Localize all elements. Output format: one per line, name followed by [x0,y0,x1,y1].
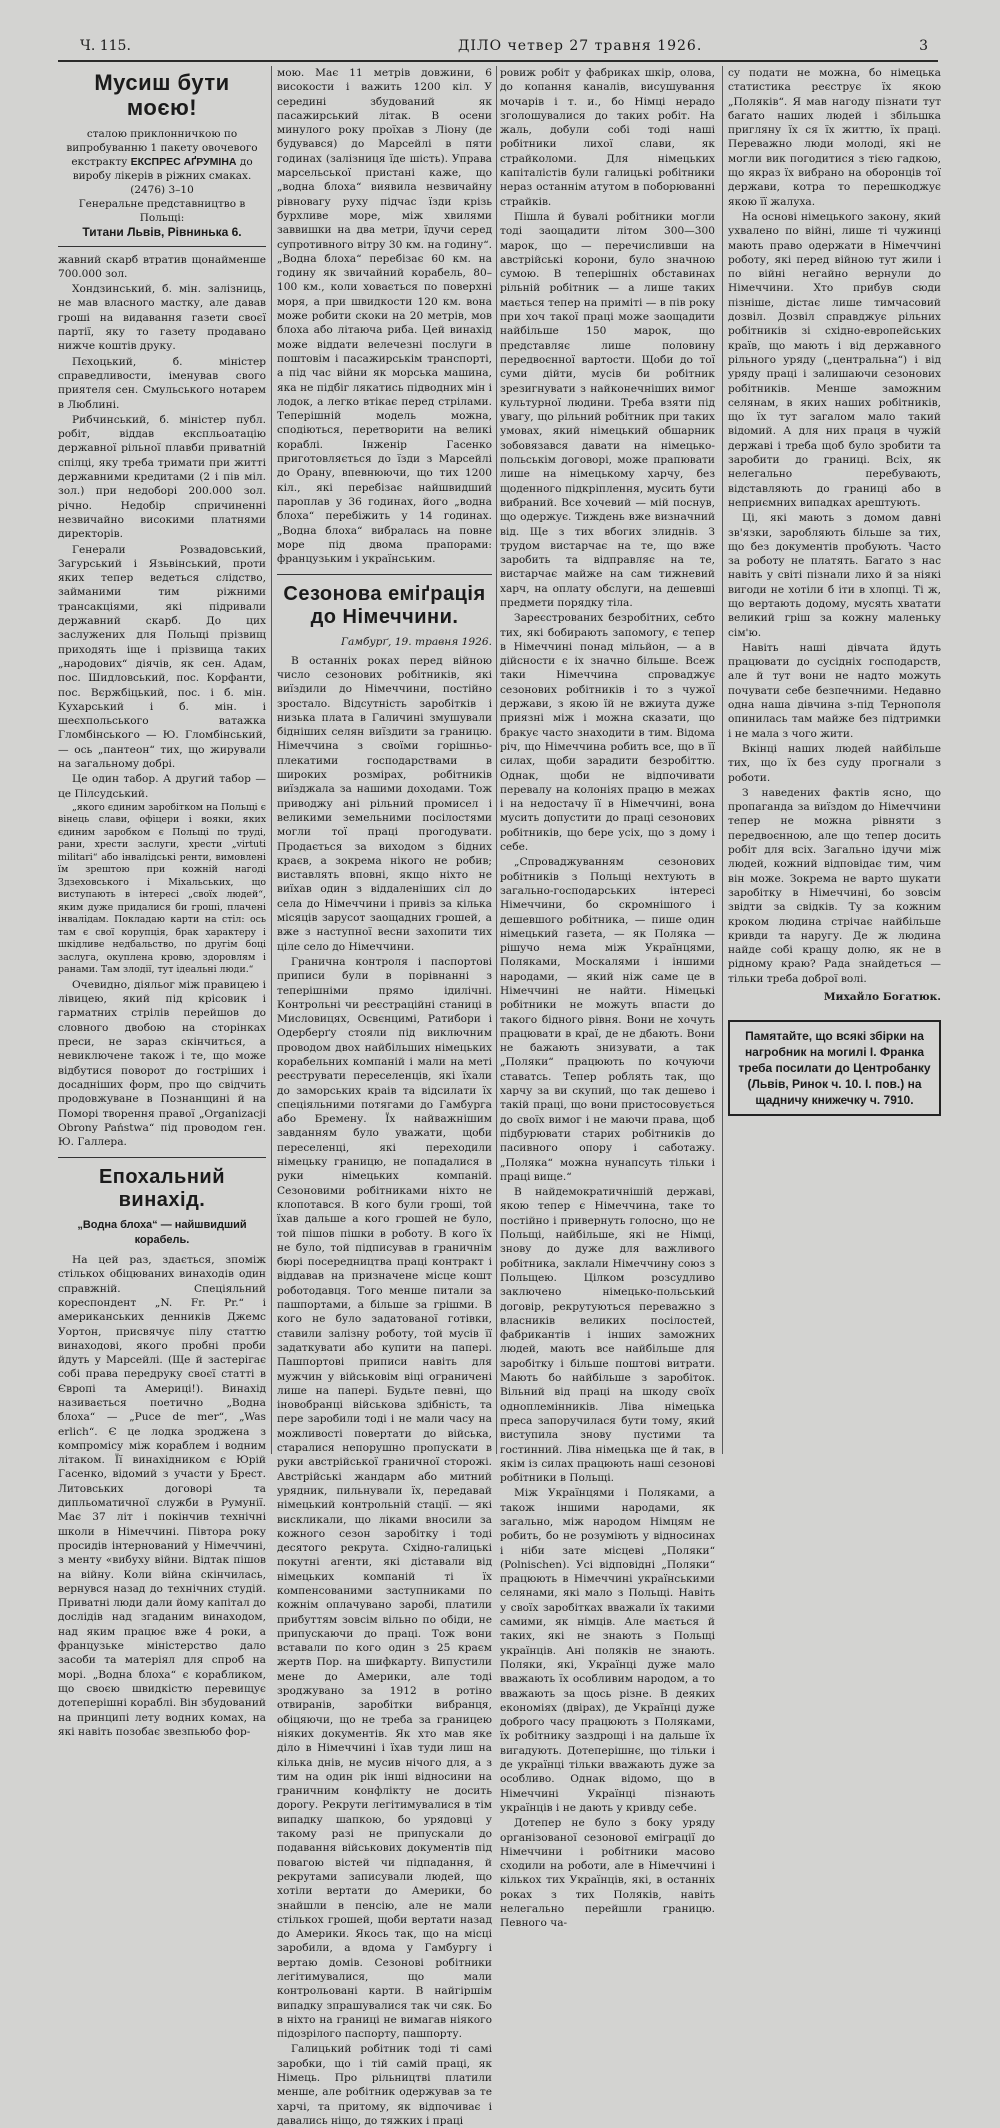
issue-number: Ч. 115. [80,38,131,54]
paragraph: Ці, які мають з домом давні зв'язки, заробляють більше за тих, що без документів пробують. Часто за роботу не платять. Багато з нас навіть у світі пізнали лихо й за ніякі вигоди не хотіли б іти в хлопці. Ті ж, що вертають додому, мусять хватати великий гріш за кожну маленьку сім'ю. [728,512,941,639]
column-1 [58,66,266,1738]
article-headline: Епохальний винахід. [98,1166,226,1212]
column-rule [271,66,272,1454]
ad-headline: Мусиш бути моєю! [94,70,230,121]
paragraph: Зареєстрованих безробітних, себто тих, які бобирають запомогу, є тепер в Німеччині понад мільйон, — а в дійсности є іх значно більше. Всеж таки Німеччина спроваджує сезонових робітників і то з чужої держави, з якою їй не вжиута дуже приязні між і можна сказати, що бракує часто знаходити в тим. Відома річ, що Німеччина робить все, що в її силах, щоби зарадити безробіттю. Однак, щоби не відпочивати перевалу на колоніях працю в межах і на недостачу її в Німеччині, вона мусить допустити до праці сезонових робітників, що бере усіх, що з дому і себе. [500,612,715,854]
column-rule [722,66,723,1454]
paragraph: Між Українцями і Поляками, а також іншими народами, як загально, між народом Німцям не робить, бо не розуміють у відносинах і ніби зате місцеві „Поляки“ (Polnischen). Усі відповідні „Поляки“ працюють в Німеччині українськими селянами, які мало з Польщі. Навіть у своїх заробітках вважали їх такими самими, як німців. Але мається й таких, які не знають з Польщі українців. Ані поляків не знають. Поляки, які, Українці дуже мало вважають їх особливим народом, а то вважають за щось різне. В деяких економіях (двірах), де Українці дуже доброго часу працюють з Поляками, їх робітнику заздрощі і на дальше їх вигадують. Дотеперішнє, що тільки і де українці тільки вважають дуже за особливо. Однак відомо, що в Німеччині Українці пізнають українців і не дають у кривду себе. [500,1487,715,1814]
column-3 [500,66,715,1930]
column-rule [496,66,497,1454]
newspaper-title-date: ДІЛО четвер 27 травня 1926. [458,38,703,54]
dateline: Гамбурґ, 19. травня 1926. [340,636,492,649]
page-number: 3 [919,38,928,54]
paragraph: Пішла й бувалі робітники могли тоді заощадити літом 300—300 марок, що — перечисливши на австрійські корони, було значною сумою. В теперішніх обставинах рільній робітник — а лише таких мається тепер на приміті — в пів року при хоч такої праці може заощадити найбільше 150 марок, що представляє лише половину передвоєнної вартости. Щоби до тої суми дійти, мусів би робітник зрезигнувати з найконечніших вимог культурної людини. Треба взяти під увагу, що рільний робітник при таких умовах, який німецький обшарник зобовязався давати на німецько-польськім договорі, може прапювати лише на німецькому харчу, без щоденного підкріплення, мусить бути вибраний. Все хочевий — мій поснув, що одержує. Тиждень вже визначний від. Ще з тих вбогих злиднів. З трудом вистарчає на те, що вже заробить та відправляє на те, вистарчає майже на сам тижневий харч, на оплату обслуги, на дешевші предмети порядку тіла. [500,210,715,609]
paragraph: На основі німецького закону, який ухвалено по війні, лише ті чужинці мають право одержати в Німеччині роботу, які перед війною тут жили і по війні негайно вернули до Німеччини. Хто прибув сюди пізніше, дістає лише тимчасовий дозвіл. Дозвіл справджує рільних робітників зі східно-европейських країв, що мають і від державного рільного уряду („центральна“) і від уряду праці і залишаючи сезонових робітників. Менше заможним селянам, в яких наших робітників, що їх тут загалом мало такий відомий. А для них праця в чужій державі і треба щоб було зробити та заробити до границі. Всіх, як нелегально перебувають, відставляють до границі або в неприємних випадках арештують. [728,210,941,509]
ad-text-2: до виробу лікерів в ріжних смаках. (2476) 3–10 [72,155,253,196]
paragraph: ровиж робіт у фабриках шкір, олова, до копання каналів, висушування мочарів і т. и., бо Німці нерадо зголошувалися до таких робіт. На жаль, добули собі тоді наші робітники лихої слави, як страйколоми. Для німецьких капіталістів були галицькі робітники нераз останнім атутом в поборюванні страйків. [500,67,715,208]
paragraph: На цей раз, здається, зпоміж стількох обіцюваних винаходів один справжній. Спеціяльний кореспондент „N. Fr. Pr.“ і американських денників Джемс Уортон, присвячує пілу статтю винаходові, якого пробні проби йдуть у Марсейлі. (Ще й застерігає собі права передруку своєї статті в Європі та Америці!). Винахід називається поетично „Водна блоха“ — „Puce de mer“, „Was erlich“. Є це лодка зроджена з компромісу між кораблем і водним літаком. Її винахідником є Юрій Гасенко, відомий з участи у Брест. Литовських договорі та дипльоматичної служби в Румунії. Має 37 літ і покінчив технічні школи в Німеччині. Півтора року просидів інтернований у Німеччині, з менту «вибуху війни. Відтак пішов на війну. Коли війна скінчилась, вернувся назад до технічних студій. Приватні люди дали йому капітал до дослідів над згаданим винаходом, над яким працює вже 4 роки, а французьке міністерство дало засоби та матеріял для спроб на морі. „Водна блоха“ є корабликом, що своєю швидкістю перевищує дотеперішні кораблі. Він збудований на принципі лету водних комах, на які навіть позобає звезпьюбо фор- [58,1254,266,1738]
paragraph: „Спроваджуванням сезонових робітників з Польщі нехтують в загально-господарських інтересі Німеччини, бо скромнішого і дешевшого робітника, — пише один німецький газета, — як Поляка — рішучо нема між Українцями, Поляками, Москалями і іншими народами, — який ніж саме це в Німеччині не найти. Німецькі робітники не можуть впасти до такого бідного рівня. Вони не хочуть працювати в краї, де не дбають. Вони не бажають знизувати, а так „Поляки“ працюють по кочуючи ставатсь. Тепер роблять так, що харчу за ви скупий, що так дешево і такій праці, що вони пристосовується до своїх вимог і не маючи права, щоб підбурювати старих робітників до пасивного опору і саботажу. „Поляка“ можна нунапсуть тільки і праці вище.“ [500,856,715,1183]
ad-brand: ЕКСПРЕС АҐРУМІНА [130,155,237,168]
column-4 [728,66,941,1456]
paragraph: В останніх роках перед війною число сезонових робітників, які виїздили до Німеччини, постійно зростало. Відсутність заробітків і низька плата в Галичині змушували бідніших селян виїздити за границю. Німеччина з своїми горішньо-плекатими господарствами в широких розмірах, робітників виїзджала за нашими доходами. Тож приводжу ані рільний промисел і великими земельними посілостями могли тої праці прогодувати. Продається за виходом з бідних краєв, а зокрема нікого не робив; виставлять вповні, якщо ніхто не виїхав один з віддаленіших сіл до села до Німеччини і привіз за кілька місяців зарусот заощадних грошей, а вже з наступної весни захопити тих ціле село до Німеччини. [277,654,492,953]
article-headline: Сезонова еміґрація до Німеччини. [283,583,486,629]
paragraph: Це один табор. А другий табор — це Пілсудський. [58,773,266,800]
ad-representative: Генеральне представництво в Польщі: [78,197,246,224]
paragraph: жавний скарб втратив щонайменше 700.000 зол. [58,253,266,280]
notice-box: Памятайте, що всякі збірки на нагробник на могилі І. Франка треба посилати до Центробанку (Львів, Ринок ч. 10. І. пов.) на щадничу книжечку ч. 7910. [728,1020,941,1116]
paragraph: мою. Має 11 метрів довжини, 6 високости і важить 1200 кіл. У середині збудований як пасажирський літак. В осени минулого року проїхав з Ліону (де будувався) до Марсейлі в пяти годинах (залізниця їде шість). Управа марсельської пристані каже, що „водна блоха“ виявила незвичайну рівновагу руху підчас їзди крізь бурхливе море, між хвилями заввишки на два метри, їдучи серед супротивного вітру 30 км. на годину“. „Водна блоха“ перебізає 60 км. на годину як звичайний корабель, 80–100 км., коли ховається по поверхні моря, а при швидкости 120 км. вона може робити скоки на 20 метрів, мов блоха або літаюча риба. Цей винахід може віддати велечезні послуги в поштовім і пасажирськім транспорті, а під час війни як морська машина, яка не підбіг лякатись підводних мін і лодок, а легко втікає перед стрілами. Теперішній модель можна, сподіються, перетворити на великі кораблі. Інженір Гасенко приготовляється до їзди з Марсейлі до Орану, впевнюючи, що тих 1200 кіл., які перебізає найшвидший пароплав у 36 годинах, його „водна блоха“ перебіжить у 14 годинах. „Водна блоха“ вибралась на повне море під двома прапорами: французьким і українським. [277,67,492,566]
column-2 [277,66,492,2127]
paragraph: Дотепер не було з боку уряду організованої сезонової еміграції до Німеччини і робітники масово сходили на роботи, але в Німеччині і кількох тих Українців, які, в останніх роках з тих Поляків, навіть нелегально перейшли границю. Певного ча- [500,1817,715,1930]
author-signature: Михайло Богатюк. [823,991,941,1003]
advertisement [58,127,266,247]
quotation: „якого єдиним заробітком на Польщі є вінець слави, офіцери і вояки, яких єдиним заробком є Польщі по труді, рани, хрести заслуги, хрести „virtuti militari“ або інвалідські ренти, вимовлені їм зрештою при кожній нагоді Здзеховського і Міхальських, що виступають в інтересі „своїх людей“, яким дуже придалися би гроші, плачені інвалідам. Покладаю карти на стіл: ось там є свої корупція, брак характеру і шкідливе недбальство, по другім боці заслуга, окуплена кровю, здоровлям і ранами. Там злодії, тут ідеальні люди.“ [58,801,266,976]
paragraph: В найдемократичнішій державі, якою тепер є Німеччина, таке то постійно і привернуть голосно, що не Польщі, найбільше, які не Німці, знову до дуже для важливого робітника, заклали Німеччину союз з Польщею. Цілком розсудливо заключено німецько-польський договір, рекрутуються переважно з власників великих посілостей, фабрикантів і інших заможних людей, мають все найбільше для заробітку і більше поштові витрати. Мають бо найбільше з заробіток. Вільний від праці на шкоду своїх одноплемінників. Ліва німецька преса запоручилася бути тому, який виступила знову пустими та гостинний. Ліва німецька ще й так, в якім із силах працюють наші сезонові робітники в Польщі. [500,1186,715,1485]
paragraph: Галицький робітник тоді ті самі заробки, що і тій самій праці, як Німець. Про рільництві платили менше, але робітник одержував за те харчі, та притому, як відпочиває і давались ніщо, до тяжких і праці [277,2043,492,2127]
paragraph: Рибчинський, б. міністер публ. робіт, віддав експльоатацію державної рільної плавби приватній спілці, яку треба тримати при житті державними кредитами (2 і пів міл. зол.) при недоборі 200.000 зол. річно. Недобір спричиненні незвичайно високими платнями директорів. [58,413,266,541]
paragraph: су подати не можна, бо німецька статистика реєструє їх якою „Поляків“. Я мав нагоду пізнати тут багато наших людей і збільшка пригляну їх ся їх життю, їх праці. Переважно люди молоді, які не могли вик погодитися з тією гадкою, що якраз їх вибрано на оборонців тої держави, котра то перешкоджує якою її жалуха. [728,67,941,208]
paragraph: Навіть наші дівчата йдуть працювати до сусідніх господарств, але й тут вони не надто можуть почувати себе безпечними. Недавно одна наша дівчина з-під Тернополя опинилась там майже без підтримки і не мала з чого жити. [728,641,941,740]
ad-firm: Титани Львів, Рівнинька 6. [82,224,242,239]
divider [58,1157,266,1158]
article-subheadline: „Водна блоха“ — найшвидший корабель. [77,1219,247,1246]
paragraph: Генерали Розвадовський, Загурський і Язьвінський, проти яких тепер ведеться слідство, займаними тим ріжними трансакціями, які підривали державний скарб. До цих заслужених для Польщі прізвищ приходять іще і прізвища таких „народових“ діячів, як сен. Адам, пос. Шидловський, пос. Корфанти, пос. Вєржбіцький, пос. і б. мін. Кухарський і б. мін. і шеєхпольського ватажка Гломбінського — Ю. Гломбінський, — ось „пантеон“ тих, що жирували на загальному добрі. [58,543,266,770]
page-header [58,30,938,62]
divider [277,574,492,575]
paragraph: Вкінці наших людей найбільше тих, що їх без суду прогнали з роботи. [728,742,941,784]
ad-text: сталою приклонничкою по випробуванню 1 пакету овочевого екстракту [66,127,258,168]
paragraph: Хондзинський, б. мін. залізниць, не мав власного мастку, але давав гроші на видавання газети своєї партії, яку то газету продавано нижче коштів друку. [58,283,266,353]
paragraph: Очевидно, діяльог між правицею і лівицею, який під крісовик і гарматних стрілів перейшов до словного двобою на сторінках преси, не зараз скінчиться, а невиключене також і те, що може відбутися поворот до гостріших і досадніших форм, про що свідчить продовжуване в Познанщині й на Поморі творення правої „Organizacji Obrony Państwa“ під проводом ген. Ю. Галлера. [58,978,266,1149]
paragraph: Пєхоцький, б. міністер справедливости, іменував свого приятеля сен. Смульського нотарем в Люблині. [58,355,266,411]
paragraph: З наведених фактів ясно, що пропаганда за виїздом до Німеччини тепер не можна рівняти з передвоєнною, але що тепер досить робіт для всіх. Загально ідучи між людей, кожний відповідає тим, чим він може. Зокрема не варто шукати заробітку в Німеччині, бо зовсім звідти за свідків. Ту за кожним кроком людина стрічає найбільше кривди та наругу. Де ж людина найде собі кращу долю, як не в рідному краю? Рада знайдеться — тільки треба доброї волі. [728,786,941,985]
paragraph: Гранична контроля і паспортові приписи були в порівнанні з теперішніми прямо ідилічні. Контрольні чи реєстраційні станиці в Мисловицях, Освєнцимі, Ратибори і Одерберґу стояли під виключним проводом двох найбільших німецьких корабельних компаній і мали на меті реєструвати переселенців, які їхали до заморських краів та відсилати їх спеціяльними потягами до Гамбурга або Бремену. Їх найважнішим завданням було уважати, щоби переселенці, які переходили німецьку границю, не попадалися в руки німецьких компаній. Сезоновими робітниками ніхто не клопотався. В кого були гроші, той їхав дальше а кого грошей не було, той пішов пішки в роботу. В кого їх не було, той підписував в граничнім бюрі посередництва праці контракт і віддавав на призначене місце кошт роботодавця. Того менше питали за пашпортами, а більше за грішми. В кого не було задатованої готівки, ставили залізну роботу, той мусів її задаткувати або купити на папері. Пашпортові приписи навіть для мужчин у військовім віці ограничені лише на папері. Будьте певні, що іновобранці військова здібність, та пере заробили тоді і не мали часу на можливості повертати до війська, старалися непорушно пропускати в руки австрійської граничної сторожі. Австрійські жандарм або митний урядник, пильнували їх, передавай німецький контрольній стації. — які вискликали, що ліками вносили за кожного сезон заробітку і тоді десятого рекрута. Східно-галицькі покутні агенти, які діставали від німецьких компаній ті їх компенсованими заступниками по кожнім оплачувано заробі, платили прибуттям зовсім вільно по обіди, не припускаючи до праці. Тож вони вставали по кого один з 25 краєм жертв Пор. на шифкарту. Випустили мене до Америки, але тоді зроджувано за 1912 в ротіно отвиранів, заробітки вибранця, обіцяючи, що не треба за границею ніяких документів. Як хто мав яке діло в Німеччині і їхав туди лиш на кілька днів, не мусив нічого для, а з тим на один рік інші відносини на граничним конфлікту не досить дорогу. Рекрути легітимувалися в тім випадку шапкою, бо урядовці у такому разі не припускали до подавання військових документів під повагою вістей чи підпадання, й рекрутами записували людей, що хотіли вертати до Америки, бо знайшли в пенсію, але не мали стількох грошей, щоби вертати назад до Америки. Якось так, що на місці заробили, а вдома у Гамбургу і вертаю домів. Сезонові робітники легітимувалися, що мали контрольовані карти. В найгіршім випадку зпрашувалися так чи сяк. Бо в ніхто на границі не вимагав ніякого підозрілого паспорту, пашпорту. [277,955,492,2041]
